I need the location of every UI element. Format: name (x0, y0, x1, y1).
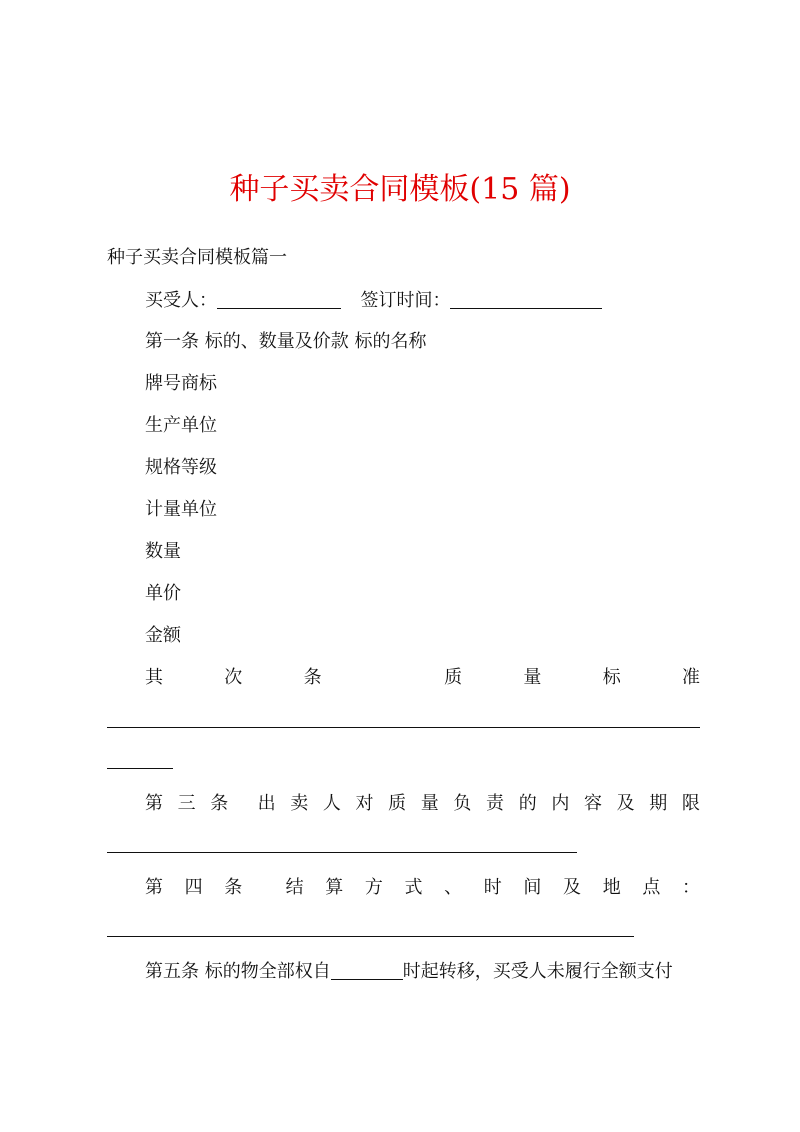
article-2-char: 次 (224, 667, 243, 688)
article-3-char: 及 (616, 793, 635, 814)
article-3-char: 的 (518, 793, 537, 814)
article-3-char: 量 (420, 793, 439, 814)
article-4-char: 方 (364, 877, 383, 898)
article-3-char: 人 (322, 793, 341, 814)
buyer-label: 买受人： (145, 290, 217, 311)
article-4-char: ： (681, 877, 700, 898)
field-quantity: 数量 (145, 541, 181, 562)
article-4-char: 式 (404, 877, 423, 898)
article-4-char: 结 (285, 877, 304, 898)
article-3-char: 负 (453, 793, 472, 814)
document-title: 种子买卖合同模板(15 篇) (229, 172, 571, 207)
article-3-blank-line (107, 852, 577, 853)
article-4-char: 间 (523, 877, 542, 898)
article-3-char: 对 (355, 793, 374, 814)
article-3-char: 期 (649, 793, 668, 814)
article-3 (145, 791, 700, 817)
article-4-char: 条 (224, 877, 243, 898)
section-heading: 种子买卖合同模板篇一 (107, 247, 287, 268)
article-3-char: 责 (486, 793, 505, 814)
article-2-blank-line-end (107, 768, 173, 769)
article-2-char: 质 (444, 667, 463, 688)
article-3-char: 卖 (290, 793, 309, 814)
article-3-char: 条 (210, 793, 229, 814)
sign-time-blank (450, 290, 602, 309)
article-1: 第一条 标的、数量及价款 标的名称 (145, 331, 427, 352)
article-5 (145, 959, 673, 985)
field-spec-grade: 规格等级 (145, 457, 217, 478)
article-4-char: 地 (602, 877, 621, 898)
article-4-char: 四 (184, 877, 203, 898)
article-2-char: 准 (681, 667, 700, 688)
article-2-blank-line (107, 727, 700, 728)
field-brand: 牌号商标 (145, 373, 217, 394)
article-2-char: 标 (602, 667, 621, 688)
article-3-char: 容 (583, 793, 602, 814)
article-3-char: 三 (177, 793, 196, 814)
article-3-char: 质 (388, 793, 407, 814)
field-amount: 金额 (145, 625, 181, 646)
article-3-char: 内 (551, 793, 570, 814)
article-4-char: 第 (145, 877, 163, 898)
field-unit: 计量单位 (145, 499, 217, 520)
field-producer: 生产单位 (145, 415, 217, 436)
article-3-char: 限 (681, 793, 700, 814)
article-5-blank (331, 961, 403, 980)
article-4-char: 算 (325, 877, 344, 898)
article-2-char: 条 (303, 667, 322, 688)
article-5-start: 第五条 标的物全部权自 (145, 961, 331, 982)
article-3-char: 第 (145, 793, 163, 814)
field-unit-price: 单价 (145, 583, 181, 604)
article-4-char: 及 (563, 877, 582, 898)
article-4-char: 点 (642, 877, 661, 898)
article-4-char: 、 (444, 877, 463, 898)
article-3-char: 出 (257, 793, 276, 814)
buyer-line (145, 288, 602, 314)
article-2-char: 量 (523, 667, 542, 688)
article-5-end: 时起转移，买受人未履行全额支付 (402, 961, 673, 982)
article-2-char: 其 (145, 667, 163, 688)
article-4-blank-line (107, 936, 634, 937)
buyer-blank (217, 290, 341, 309)
sign-time-label: 签订时间： (360, 290, 451, 311)
article-4-char: 时 (483, 877, 502, 898)
article-4 (145, 875, 700, 901)
article-2 (145, 665, 700, 691)
